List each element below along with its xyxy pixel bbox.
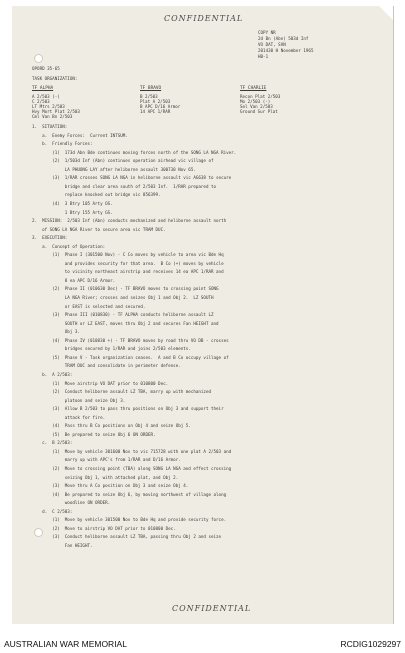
issuing-unit: 2d Bn (Abn) 503d Inf	[258, 36, 309, 41]
order-body-line: b. Friendly Forces:	[32, 141, 93, 147]
order-body-line: (4) Be prepared to seize Obj 6, by moving northwest of village along	[32, 491, 227, 497]
order-body-line: LA PHUONG LAY after heliborne assault 300730 Nov 65.	[32, 166, 196, 172]
order-body-line: (1) Move airstrip VO DAT prior to 010800 Dec.	[32, 380, 169, 386]
order-body-line: of SONG LA NGA River to secure area vic TRAM DUC.	[32, 226, 166, 232]
document-page	[12, 6, 394, 624]
order-body-line: (3) Phase III (010830) - TF ALPHA conducts heliborne assault LZ	[32, 312, 214, 318]
order-body-line: (3) Allow B 2/503 to pass thru positions on Obj 3 and support their	[32, 406, 224, 412]
date-time-group: 201430 H November 1965	[258, 48, 314, 53]
tf-bravo-line: B APC D/16 Armor	[140, 104, 181, 109]
order-body-line: (5) Be prepared to seize Obj 6 ON ORDER.	[32, 431, 156, 437]
order-body-line: 1. SITUATION:	[32, 124, 68, 129]
order-body-line: (3) 1/RAR crosses SONG LA NGA in heliborne assault vic AG638 to secure	[32, 175, 232, 181]
tf-bravo-line: Plat A 2/503	[140, 99, 171, 104]
order-body-line: TRAM DUC and consolidate in perimeter defense.	[32, 363, 181, 369]
order-title: OPORD 35-65	[32, 66, 60, 71]
order-body-line: (2) Phase II (010630 Dec) - TF BRAVO moves to crossing point SONG	[32, 286, 219, 292]
order-body-line: (1) Move by vehicle 301600 Nov to vic 715728 with one plat A 2/503 and	[32, 448, 232, 454]
task-force-alpha-heading: TF ALPHA	[32, 86, 54, 91]
order-body-line: (2) 1/503d Inf (Abn) continues operation airhead vic village of	[32, 158, 214, 164]
punch-hole-top	[34, 54, 43, 63]
message-reference: HB-1	[258, 54, 269, 59]
order-body-line: bridge and clear area south of 2/503 Inf. 1/RAR prepared to	[32, 183, 217, 189]
tf-alpha-line: Cml Van Bn 2/503	[32, 114, 73, 119]
tf-alpha-line: A 2/503 (-)	[32, 94, 60, 99]
order-body-line: 2. MISSION: 2/503 Inf (Abn) conducts mechanized and heliborne assault north	[32, 218, 227, 224]
task-force-charlie-heading: TF CHARLIE	[240, 86, 267, 91]
order-body-line: platoon and seize Obj 3.	[32, 397, 126, 403]
tf-bravo-line: 14 APC 1/RAR	[140, 109, 171, 114]
order-body-line: d. C 2/503:	[32, 508, 73, 514]
order-body-line: to vicinity northeast airstrip and receives 14 ea APC 1/RAR and	[32, 269, 224, 275]
tf-bravo-line: B 2/503	[140, 94, 158, 99]
order-body-line: (3) Conduct heliborne assault LZ TBA, passing thru Obj 2 and seize	[32, 534, 222, 540]
tf-alpha-line: LT Mtrs 2/503	[32, 104, 65, 109]
order-body-line: Obj 3.	[32, 329, 80, 335]
order-body-line: (2) Move to crossing point (TBA) along SONG LA NGA and effect crossing	[32, 466, 232, 471]
order-body-line: (1) Phase I (301500 Nov) - C Co moves by vehicle to area vic Bde Hq	[32, 252, 224, 258]
order-body-line: attack for fire.	[32, 414, 106, 420]
tf-charlie-line: Mo 2/503 (-)	[240, 99, 271, 104]
order-body-line: a. Enemy Forces: Current INTSUM.	[32, 132, 128, 138]
confidential-stamp-top: CONFIDENTIAL	[164, 14, 244, 23]
issuing-location: VO DAT, SVN	[258, 42, 286, 47]
order-body-line: (2) Move to airstrip VO DAT prior to 010800 Dec.	[32, 525, 176, 531]
order-body-line: 1 Btry 155 Arty GS.	[32, 209, 113, 215]
order-body-line: bridges secured by 1/RAR and joins 2/503 elements.	[32, 346, 191, 352]
order-body-line: (1) Move by vehicle 301500 Nov to Bde Hq and provide security force.	[32, 517, 227, 523]
tf-charlie-line: Recon Plat 2/503	[240, 94, 281, 99]
order-body-line: SOUTH or LZ EAST, moves thru Obj 2 and secures Fan HEIGHT and	[32, 320, 219, 326]
order-body-line: (2) Conduct heliborne assault LZ TBA, marry up with mechanized	[32, 389, 211, 395]
archive-record-id: RCDIG1029297	[340, 639, 401, 649]
tf-charlie-line: Sel Van 2/503	[240, 104, 273, 109]
order-body-line: (3) Move thru A Co position on Obj 3 and seize Obj 4.	[32, 483, 189, 489]
order-body-line: (4) Pass thru B Co positions on Obj 4 and seize Obj 5.	[32, 423, 191, 429]
confidential-stamp-bottom: CONFIDENTIAL	[172, 604, 252, 613]
order-body-line: (5) Phase V - Task organization ceases. A and B Co occupy village of	[32, 354, 229, 360]
tf-charlie-line: Ground Sur Plat	[240, 109, 278, 114]
order-body-line: marry up with APC's from 1/RAR and D/16 Armor.	[32, 457, 181, 463]
folded-corner	[379, 6, 393, 20]
tf-alpha-line: Hvy Mort Plat 2/503	[32, 109, 80, 114]
order-body-line: and provides security for that area. B Co (+) moves by vehicle	[32, 260, 224, 266]
order-body-line: c. B 2/503:	[32, 440, 73, 446]
task-organization-heading: TASK ORGANIZATION:	[32, 76, 78, 81]
order-body-line: a. Concept of Operation:	[32, 243, 106, 249]
order-body-line: (4) Phase IV (010830 +) - TF BRAVO moves by road thru VO DB - crosses	[32, 337, 229, 343]
archive-name: AUSTRALIAN WAR MEMORIAL	[4, 639, 127, 649]
archive-footer	[0, 636, 405, 653]
task-force-bravo-heading: TF BRAVO	[140, 86, 162, 91]
order-body-line: Fan HEIGHT.	[32, 542, 93, 548]
order-body-line: replace knocked out bridge vic 856399.	[32, 192, 161, 198]
order-body-line: (1) 173d Abn Bde continues moving forces north of the SONG LA NGA River.	[32, 149, 237, 155]
order-body-line: (4) 3 Btry 105 Arty OS.	[32, 200, 113, 206]
order-body-line: seizing Obj 1, with attached plat, and Obj 2.	[32, 474, 179, 480]
order-body-line: woodline ON ORDER.	[32, 500, 111, 506]
order-body-line: LA NGA River; crosses and seizes Obj 1 and Obj 2. LZ SOUTH	[32, 295, 214, 300]
order-body-line: 8 ea APC D/16 Armor.	[32, 277, 116, 283]
tf-alpha-line: C 2/503	[32, 99, 50, 104]
order-body-line: 3. EXECUTION:	[32, 235, 68, 241]
order-body-line: b. A 2/503:	[32, 371, 73, 377]
order-body-line: or EAST is selected and secured.	[32, 303, 146, 309]
copy-number: COPY NR	[258, 30, 276, 35]
